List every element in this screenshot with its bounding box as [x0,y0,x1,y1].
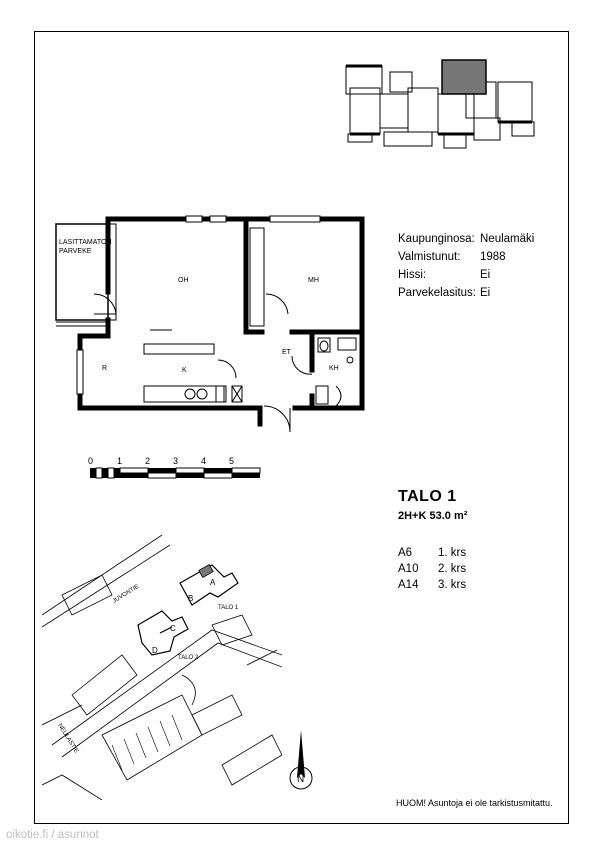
balcony-label-2: PARVEKE [59,248,92,255]
scale-tick-4: 4 [201,456,207,466]
scale-tick-0: 0 [88,456,94,466]
north-label: N [297,774,305,785]
street-juvontie: JUVONTIE [111,583,141,605]
scale-tick-5: 5 [229,456,235,466]
scale-tick-1: 1 [117,456,123,466]
site-highlight [199,565,213,578]
balcony-label-1: LASITTAMATON [59,239,112,246]
floor-plan [50,210,380,440]
apartment-type: 2H+K 53.0 m² [398,510,468,522]
measurement-note: HUOM! Asuntoja ei ole tarkistusmitattu. [396,798,553,808]
watermark-footer[interactable]: oikotie.fi / asunnot [6,829,99,841]
scale-tick-2: 2 [145,456,151,466]
scale-bar [84,454,264,484]
building-title: TALO 1 [398,488,457,505]
room-label-k: K [182,367,187,374]
unit-list [398,545,466,593]
site-label-talo2: TALO 2 [178,655,199,661]
room-label-et: ET [282,349,291,356]
site-label-d: D [152,646,158,655]
room-label-mh: MH [308,277,319,284]
info-row-elevator: Hissi: Ei [398,269,491,281]
building-key-plan [340,58,540,156]
north-symbol [286,728,316,798]
info-row-built: Valmistunut: 1988 [398,251,506,263]
site-label-b: B [188,594,194,603]
building-title-block [398,488,467,522]
unit-row: A10 2. krs [398,563,467,575]
site-map [42,535,282,800]
highlighted-apartment [442,60,486,94]
scale-tick-3: 3 [173,456,179,466]
unit-row: A6 1. krs [398,547,467,559]
site-label-c: C [170,624,176,633]
room-label-kh: KH [329,365,339,372]
info-row-district: Kaupunginosa: Neulamäki [398,233,535,245]
site-label-talo1: TALO 1 [218,605,239,611]
info-row-balcony-glazing: Parvekelasitus: Ei [398,287,491,299]
unit-row: A14 3. krs [398,579,467,591]
site-label-a: A [210,578,216,587]
room-label-r: R [102,365,108,372]
room-label-oh: OH [178,277,189,284]
property-info [398,230,534,302]
street-neulastie: NEULASTIE [56,722,80,755]
